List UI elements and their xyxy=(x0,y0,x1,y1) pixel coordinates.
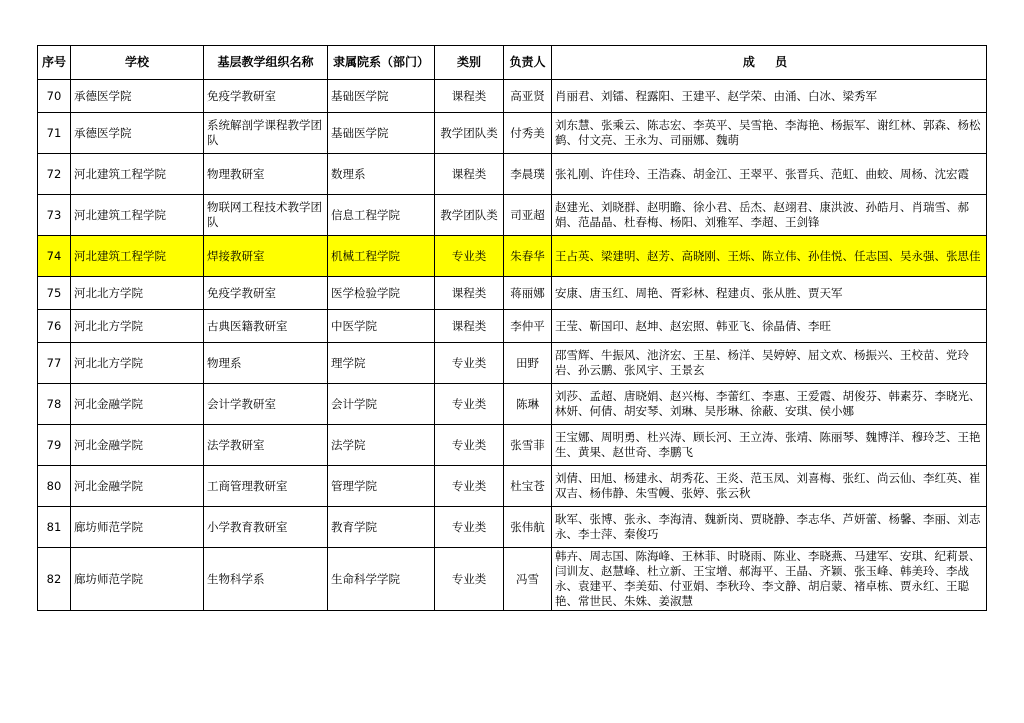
cell-school: 河北建筑工程学院 xyxy=(71,195,204,236)
table-row xyxy=(38,384,987,425)
cell-members: 张礼刚、许佳玲、王浩森、胡金江、王翠平、张晋兵、范虹、曲蛟、周杨、沈宏霞 xyxy=(552,154,987,195)
cell-category: 课程类 xyxy=(435,310,504,343)
cell-leader: 杜宝苍 xyxy=(504,466,552,507)
cell-school: 河北北方学院 xyxy=(71,277,204,310)
cell-index: 81 xyxy=(38,507,71,548)
cell-leader: 李仲平 xyxy=(504,310,552,343)
cell-members: 邵雪辉、牛振风、池济宏、王星、杨洋、吴婷婷、屈文欢、杨振兴、王校苗、党玲岩、孙云鹏、张风宇、王景玄 xyxy=(552,343,987,384)
cell-category: 专业类 xyxy=(435,548,504,611)
member-table xyxy=(37,45,987,611)
cell-org: 物联网工程技术教学团队 xyxy=(204,195,328,236)
cell-category: 专业类 xyxy=(435,236,504,277)
cell-members: 王宝娜、周明勇、杜兴涛、顾长河、王立涛、张靖、陈丽琴、魏博洋、穆玲芝、王艳生、黄果、赵世奇、李鹏飞 xyxy=(552,425,987,466)
cell-category: 教学团队类 xyxy=(435,113,504,154)
table-row xyxy=(38,507,987,548)
cell-school: 廊坊师范学院 xyxy=(71,507,204,548)
cell-org: 工商管理教研室 xyxy=(204,466,328,507)
cell-leader: 高亚贤 xyxy=(504,80,552,113)
cell-leader: 付秀美 xyxy=(504,113,552,154)
cell-school: 河北建筑工程学院 xyxy=(71,236,204,277)
cell-category: 专业类 xyxy=(435,425,504,466)
cell-category: 专业类 xyxy=(435,507,504,548)
header-dept: 隶属院系（部门） xyxy=(328,46,435,80)
cell-school: 河北建筑工程学院 xyxy=(71,154,204,195)
cell-org: 古典医籍教研室 xyxy=(204,310,328,343)
cell-school: 承德医学院 xyxy=(71,80,204,113)
cell-org: 免疫学教研室 xyxy=(204,80,328,113)
table-row xyxy=(38,466,987,507)
cell-leader: 张雪菲 xyxy=(504,425,552,466)
cell-school: 河北金融学院 xyxy=(71,425,204,466)
cell-index: 77 xyxy=(38,343,71,384)
cell-leader: 李晨璞 xyxy=(504,154,552,195)
header-members: 成 员 xyxy=(552,46,987,80)
header-index: 序号 xyxy=(38,46,71,80)
cell-org: 焊接教研室 xyxy=(204,236,328,277)
cell-category: 课程类 xyxy=(435,154,504,195)
cell-dept: 机械工程学院 xyxy=(328,236,435,277)
cell-members: 肖丽君、刘镭、程露阳、王建平、赵学荣、由涌、白冰、梁秀军 xyxy=(552,80,987,113)
cell-org: 小学教育教研室 xyxy=(204,507,328,548)
cell-org: 物理系 xyxy=(204,343,328,384)
cell-leader: 田野 xyxy=(504,343,552,384)
table-row xyxy=(38,425,987,466)
cell-dept: 基础医学院 xyxy=(328,80,435,113)
cell-leader: 张伟航 xyxy=(504,507,552,548)
cell-index: 74 xyxy=(38,236,71,277)
cell-members: 王莹、靳国印、赵坤、赵宏照、韩亚飞、徐晶倩、李旺 xyxy=(552,310,987,343)
cell-category: 专业类 xyxy=(435,384,504,425)
cell-org: 法学教研室 xyxy=(204,425,328,466)
cell-leader: 陈琳 xyxy=(504,384,552,425)
cell-members: 韩卉、周志国、陈海峰、王林菲、时晓雨、陈业、李晓燕、马建军、安琪、纪莉景、闫训友、赵慧峰、杜立新、王宝增、郝海平、王晶、齐颖、张玉峰、韩美玲、李战永、袁建平、李美茹、付亚娟、李秋玲、李文静、胡启蒙、褚卓栋、贾永红、王聪艳、常世民、朱姝、姜淑慧 xyxy=(552,548,987,611)
cell-leader: 蒋丽娜 xyxy=(504,277,552,310)
table-row xyxy=(38,548,987,611)
cell-dept: 教育学院 xyxy=(328,507,435,548)
header-org: 基层教学组织名称 xyxy=(204,46,328,80)
header-row xyxy=(38,46,987,80)
cell-school: 河北北方学院 xyxy=(71,343,204,384)
cell-dept: 生命科学学院 xyxy=(328,548,435,611)
cell-index: 78 xyxy=(38,384,71,425)
cell-school: 承德医学院 xyxy=(71,113,204,154)
cell-category: 专业类 xyxy=(435,466,504,507)
cell-index: 79 xyxy=(38,425,71,466)
header-school: 学校 xyxy=(71,46,204,80)
cell-school: 河北金融学院 xyxy=(71,384,204,425)
cell-dept: 管理学院 xyxy=(328,466,435,507)
cell-members: 刘东慧、张乘云、陈志宏、李英平、吴雪艳、李海艳、杨振军、谢红林、郭森、杨松鹤、付文亮、王永为、司丽娜、魏萌 xyxy=(552,113,987,154)
cell-members: 安康、唐玉红、周艳、胥彩林、程建贞、张从胜、贾天军 xyxy=(552,277,987,310)
cell-dept: 中医学院 xyxy=(328,310,435,343)
cell-dept: 医学检验学院 xyxy=(328,277,435,310)
cell-school: 河北金融学院 xyxy=(71,466,204,507)
cell-dept: 会计学院 xyxy=(328,384,435,425)
cell-org: 物理教研室 xyxy=(204,154,328,195)
cell-org: 免疫学教研室 xyxy=(204,277,328,310)
cell-index: 75 xyxy=(38,277,71,310)
cell-category: 教学团队类 xyxy=(435,195,504,236)
cell-index: 82 xyxy=(38,548,71,611)
cell-index: 71 xyxy=(38,113,71,154)
cell-members: 刘莎、孟超、唐晓娟、赵兴梅、李蕾红、李惠、王爱霞、胡俊芬、韩素芬、李晓光、林妍、何倩、胡安琴、刘琳、吴彤琳、徐蔽、安琪、侯小娜 xyxy=(552,384,987,425)
table-row xyxy=(38,154,987,195)
cell-index: 73 xyxy=(38,195,71,236)
table-row xyxy=(38,195,987,236)
cell-index: 70 xyxy=(38,80,71,113)
cell-category: 课程类 xyxy=(435,277,504,310)
table-row xyxy=(38,277,987,310)
cell-members: 王占英、梁建明、赵芳、高晓刚、王烁、陈立伟、孙佳悦、任志国、吴永强、张思佳 xyxy=(552,236,987,277)
cell-leader: 冯雪 xyxy=(504,548,552,611)
table-row xyxy=(38,343,987,384)
cell-index: 72 xyxy=(38,154,71,195)
cell-school: 河北北方学院 xyxy=(71,310,204,343)
cell-members: 耿军、张博、张永、李海清、魏新岗、贾晓静、李志华、芦妍蕾、杨馨、李丽、刘志永、李士萍、秦俊巧 xyxy=(552,507,987,548)
cell-org: 生物科学系 xyxy=(204,548,328,611)
cell-dept: 数理系 xyxy=(328,154,435,195)
header-category: 类别 xyxy=(435,46,504,80)
cell-index: 76 xyxy=(38,310,71,343)
cell-dept: 法学院 xyxy=(328,425,435,466)
cell-members: 刘倩、田旭、杨建永、胡秀花、王炎、范玉凤、刘喜梅、张红、尚云仙、李红英、崔双吉、杨伟静、朱雪幔、张婷、张云秋 xyxy=(552,466,987,507)
table-row xyxy=(38,310,987,343)
cell-leader: 朱春华 xyxy=(504,236,552,277)
table-row xyxy=(38,113,987,154)
cell-dept: 理学院 xyxy=(328,343,435,384)
header-leader: 负责人 xyxy=(504,46,552,80)
cell-leader: 司亚超 xyxy=(504,195,552,236)
cell-category: 课程类 xyxy=(435,80,504,113)
cell-org: 系统解剖学课程教学团队 xyxy=(204,113,328,154)
cell-category: 专业类 xyxy=(435,343,504,384)
table-row xyxy=(38,80,987,113)
cell-dept: 基础医学院 xyxy=(328,113,435,154)
cell-members: 赵建光、刘晓群、赵明瞻、徐小君、岳杰、赵翊君、康洪波、孙皓月、肖瑞雪、郝娟、范晶晶、杜春梅、杨阳、刘雅军、李超、王剑锋 xyxy=(552,195,987,236)
table-row-highlighted xyxy=(38,236,987,277)
cell-index: 80 xyxy=(38,466,71,507)
cell-dept: 信息工程学院 xyxy=(328,195,435,236)
cell-org: 会计学教研室 xyxy=(204,384,328,425)
cell-school: 廊坊师范学院 xyxy=(71,548,204,611)
